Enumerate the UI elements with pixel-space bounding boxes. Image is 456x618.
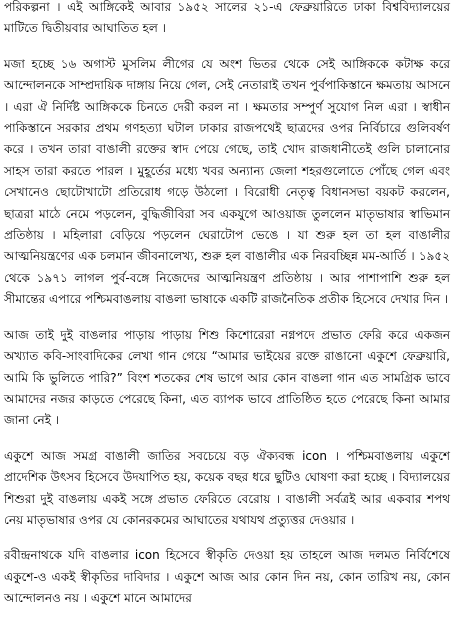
paragraph-4: একুশে আজ সমগ্র বাঙালী জাতির সবচেয়ে বড় ঐক্যবন্ধ icon । পশ্চিমবাঙলায় একুশে প্রাদেশিক উৎসব হিসেবে উদযাপিত হয়, কয়েক বছর ধরে ছুটিও ঘোষণা করা হচ্ছে । বিদ্যালয়ের শিশুরা দুই বাঙলায় একই সঙ্গে প্রভাত ফেরিতে বেরোয় । বাঙালী সর্বত্রই আর একবার শপথ নেয় মাতৃভাষার ওপর যে কোনরকমের আঘাতের যথাযথ প্রত্যুত্তর দেওয়ার ।: [4, 448, 450, 527]
paragraph-1: পরিকল্পনা । এই আঙ্গিকেই আবার ১৯৫২ সালের ২১-এ ফেব্রুয়ারিতে ঢাকা বিশ্ববিদ্যালয়ের মাটিতে দ্বিতীয়বার আঘাতিত হল ।: [4, 0, 450, 36]
paragraph-5: রবীন্দ্রনাথকে যদি বাঙলার icon হিসেবে স্বীকৃতি দেওয়া হয় তাহলে আজ দলমত নির্বিশেষে একুশে-ও একই স্বীকৃতির দাবিদার । একুশে আজ আর কোন দিন নয়, কোন তারিখ নয়, কোন আন্দোলনও নয় । একুশে মানে আমাদের: [4, 548, 450, 606]
paragraph-2: মজা হচ্ছে ১৬ অগাস্ট মুসলিম লীগের যে অংশ ভিতর থেকে সেই আঙ্গিককে কটাক্ষ করে আন্দোলনকে সাম্প্রদায়িক দাঙ্গায় নিয়ে গেল, সেই নেতারাই তখন পুর্বপাকিস্তানে ক্ষমতায় আসনে । এরা ঐ নির্দিষ্ট আঙ্গিককে চিনতে দেরী করল না । ক্ষমতার সম্পুর্ণ সুযোগ নিল এরা । স্বাধীন পাকিস্তানে সরকার প্রথম গণহত্যা ঘটাল ঢাকার রাজপথেই ছাত্রদের ওপর নির্বিচারে গুলিবর্ষণ করে । তখন তারা বাঙালী রক্তের স্বাদ পেয়ে গেছে, তাই খোদ রাজধানীতেই গুলি চালানোর সাহস তারা করতে পারল । মুহূর্তের মধ্যে খবর অন্যান্য জেলা শহরগুলোতে পোঁছে গেল এবং সেখানেও ছোটোখাটো প্রতিরোধ গড়ে উঠলো । বিরোধী নেতৃত্ব বিধানসভা বয়কট করলেন, ছাত্ররা মাঠে নেমে পড়লেন, বুদ্ধিজীবিরা সব একযুগে আওয়াজ তুললেন মাতৃভাষার স্বাভিমান প্রতিষ্ঠায় । মহিলারা বেড়িয়ে পড়লেন ঘেরাটোপ ভেঙে । যা শুরু হল তা হল বাঙালীর আত্মনিয়ন্ত্রণের এক চলমান জীবনালেখ্য, শুরু হল বাঙালীর এক নিরবচ্ছিন্ন মম-আর্তি । ১৯৫২ থেকে ১৯৭১ লাগল পুর্ব-বঙ্গে নিজেদের আত্মনিয়ন্ত্রণ প্রতিষ্ঠায় । আর পাশাপাশি শুরু হল সীমান্তের এপারে পশ্চিমবাঙলায় বাঙলা ভাষাকে একটি রাজনৈতিক প্রতীক হিসেবে দেখার দিন ।: [4, 56, 450, 307]
paragraph-3: আজ তাই দুই বাঙলার পাড়ায় পাড়ায় শিশু কিশোরেরা নগ্নপদে প্রভাত ফেরি করে একজন অখ্যাত কবি-সাংবাদিকের লেখা গান গেয়ে “আমার ভাইয়ের রক্তে রাঙানো একুশে ফেব্রুয়ারি, আমি কি ভুলিতে পারি?” বিংশ শতকের শেষ ভাগে আর কোন বাঙলা গান এত সামগ্রিক ভাবে আমাদের নজর কাড়তে পেরেছে কিনা, এত ব্যাপক ভাবে প্রাতিষ্ঠিত হতে পেরেছে কিনা আমার জানা নেই ।: [4, 327, 450, 428]
